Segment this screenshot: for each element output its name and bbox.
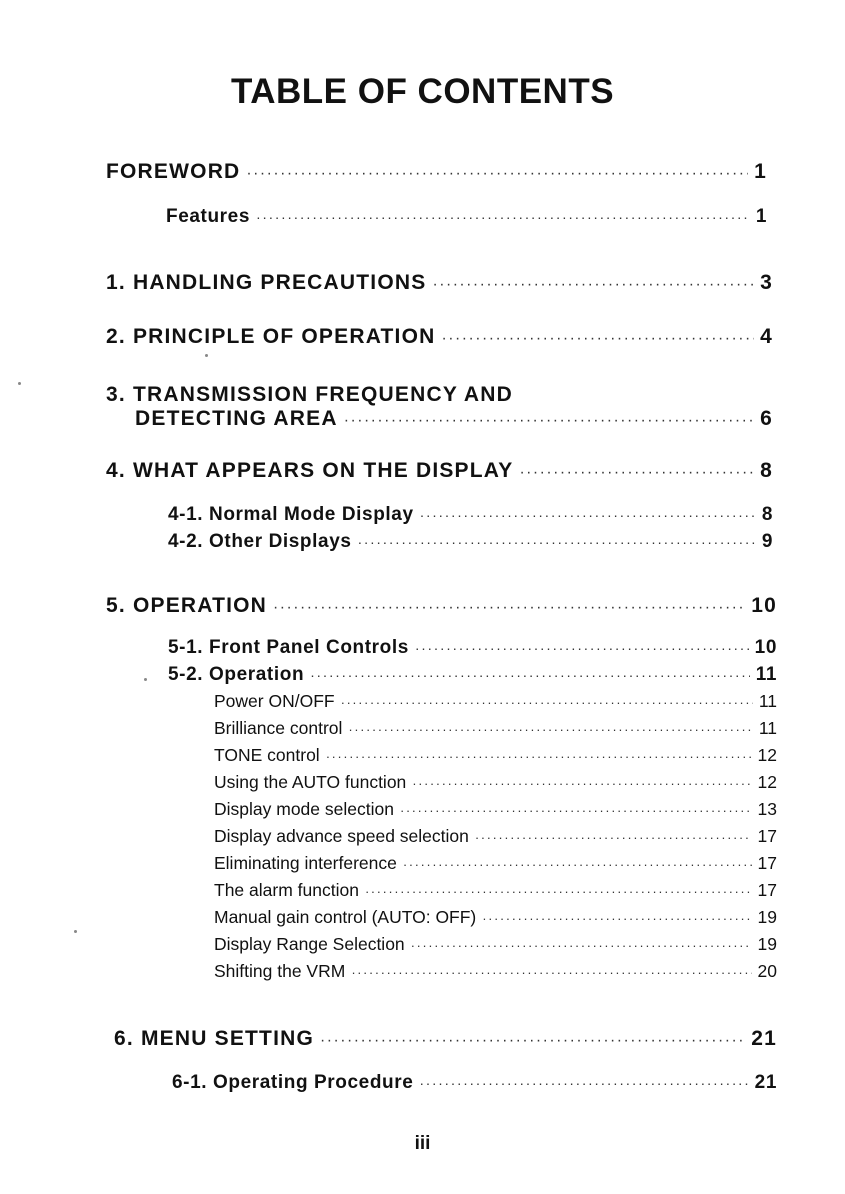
toc-entry-page: 10 xyxy=(754,637,777,658)
toc-entry-label: 4. WHAT APPEARS ON THE DISPLAY xyxy=(106,459,514,482)
toc-entry-page: 3 xyxy=(760,271,773,294)
dot-leader xyxy=(412,776,751,791)
toc-entry-page: 8 xyxy=(760,459,773,482)
dot-leader xyxy=(365,884,752,899)
toc-entry-page: 21 xyxy=(751,1027,777,1050)
dot-leader xyxy=(246,165,748,183)
toc-entry-tone-control[interactable] xyxy=(214,745,777,766)
dot-leader xyxy=(411,938,752,953)
toc-entry-label: 5. OPERATION xyxy=(106,594,268,617)
scan-speck xyxy=(18,382,21,385)
dot-leader xyxy=(419,1076,748,1092)
toc-entry-operation-sub[interactable] xyxy=(168,664,777,686)
toc-entry-label: Using the AUTO function xyxy=(214,772,407,792)
dot-leader xyxy=(403,857,752,872)
toc-entry-page: 1 xyxy=(755,206,767,227)
dot-leader xyxy=(482,911,751,926)
toc-entry-page: 4 xyxy=(760,325,773,348)
dot-leader xyxy=(326,749,752,764)
toc-entry-alarm-function[interactable] xyxy=(214,880,777,901)
toc-entry-handling-precautions[interactable] xyxy=(106,271,773,295)
page-title: TABLE OF CONTENTS xyxy=(230,72,615,111)
scan-speck xyxy=(205,354,208,357)
toc-entry-page: 10 xyxy=(751,594,777,617)
dot-leader xyxy=(348,722,752,737)
toc-entry-label: Manual gain control (AUTO: OFF) xyxy=(214,907,477,927)
toc-entry-page: 20 xyxy=(757,961,777,981)
toc-entry-detecting-area[interactable] xyxy=(135,407,773,431)
toc-entry-transmission-frequency-line1[interactable]: 3. TRANSMISSION FREQUENCY AND xyxy=(106,383,514,406)
dot-leader xyxy=(432,276,754,294)
toc-entry-page: 21 xyxy=(754,1072,777,1093)
toc-entry-operation[interactable] xyxy=(106,594,777,618)
toc-entry-label: Display advance speed selection xyxy=(214,826,469,846)
toc-entry-page: 11 xyxy=(758,718,777,738)
toc-entry-page: 12 xyxy=(757,772,777,792)
toc-entry-page: 9 xyxy=(761,531,773,552)
dot-leader xyxy=(519,464,754,482)
toc-entry-label: 5-1. Front Panel Controls xyxy=(168,637,409,658)
toc-entry-label: 4-1. Normal Mode Display xyxy=(168,504,414,525)
toc-entry-label: Eliminating interference xyxy=(214,853,397,873)
toc-entry-page: 13 xyxy=(757,799,777,819)
toc-entry-page: 17 xyxy=(757,880,777,900)
toc-entry-display-advance-speed[interactable] xyxy=(214,826,777,847)
toc-entry-label: Power ON/OFF xyxy=(214,691,335,711)
toc-entry-power-on-off[interactable] xyxy=(214,691,777,712)
toc-entry-what-appears-on-display[interactable] xyxy=(106,459,773,483)
toc-entry-label: 5-2. Operation xyxy=(168,664,305,685)
toc-entry-operating-procedure[interactable] xyxy=(172,1072,777,1094)
toc-entry-label: 6. MENU SETTING xyxy=(114,1027,315,1050)
dot-leader xyxy=(400,803,752,818)
dot-leader xyxy=(341,695,753,710)
dot-leader xyxy=(420,508,756,524)
toc-entry-label: Display Range Selection xyxy=(214,934,405,954)
toc-entry-display-range-selection[interactable] xyxy=(214,934,777,955)
toc-entry-display-mode-selection[interactable] xyxy=(214,799,777,820)
toc-entry-label: 1. HANDLING PRECAUTIONS xyxy=(106,271,427,294)
toc-entry-normal-mode-display[interactable] xyxy=(168,504,773,526)
toc-entry-page: 19 xyxy=(757,934,777,954)
toc-entry-auto-function[interactable] xyxy=(214,772,777,793)
dot-leader xyxy=(441,330,754,348)
toc-entry-label: Shifting the VRM xyxy=(214,961,346,981)
dot-leader xyxy=(415,641,749,657)
toc-entry-label: 6-1. Operating Procedure xyxy=(172,1072,414,1093)
dot-leader xyxy=(475,830,752,845)
toc-entry-page: 19 xyxy=(757,907,777,927)
toc-entry-label: DETECTING AREA xyxy=(135,407,338,430)
toc-entry-page: 17 xyxy=(757,853,777,873)
toc-entry-page: 6 xyxy=(760,407,773,430)
dot-leader xyxy=(256,210,750,226)
dot-leader xyxy=(358,535,756,551)
toc-entry-brilliance-control[interactable] xyxy=(214,718,777,739)
dot-leader xyxy=(344,412,754,430)
toc-entry-page: 11 xyxy=(758,691,777,711)
toc-entry-shifting-vrm[interactable] xyxy=(214,961,777,982)
toc-entry-page: 17 xyxy=(757,826,777,846)
dot-leader xyxy=(310,668,750,684)
page-number: iii xyxy=(414,1133,431,1154)
toc-entry-principle-of-operation[interactable] xyxy=(106,325,773,349)
dot-leader xyxy=(320,1032,745,1050)
dot-leader xyxy=(351,965,751,980)
toc-entry-foreword[interactable] xyxy=(106,160,767,184)
toc-entry-manual-gain-control[interactable] xyxy=(214,907,777,928)
scan-speck xyxy=(74,930,77,933)
toc-entry-label: Features xyxy=(166,206,251,227)
toc-entry-page: 11 xyxy=(755,664,777,685)
dot-leader xyxy=(273,599,745,617)
toc-entry-label: The alarm function xyxy=(214,880,359,900)
toc-entry-page: 12 xyxy=(757,745,777,765)
toc-entry-label: Brilliance control xyxy=(214,718,343,738)
toc-entry-menu-setting[interactable] xyxy=(114,1027,777,1051)
toc-entry-label: TONE control xyxy=(214,745,320,765)
scan-speck xyxy=(144,678,147,681)
toc-entry-page: 1 xyxy=(754,160,767,183)
toc-entry-label: 4-2. Other Displays xyxy=(168,531,352,552)
toc-entry-label: Display mode selection xyxy=(214,799,394,819)
toc-entry-features[interactable] xyxy=(166,206,767,228)
toc-entry-page: 8 xyxy=(761,504,773,525)
toc-entry-label: FOREWORD xyxy=(106,160,241,183)
toc-entry-other-displays[interactable] xyxy=(168,531,773,553)
toc-entry-front-panel-controls[interactable] xyxy=(168,637,777,659)
toc-entry-eliminating-interference[interactable] xyxy=(214,853,777,874)
toc-entry-label: 2. PRINCIPLE OF OPERATION xyxy=(106,325,436,348)
